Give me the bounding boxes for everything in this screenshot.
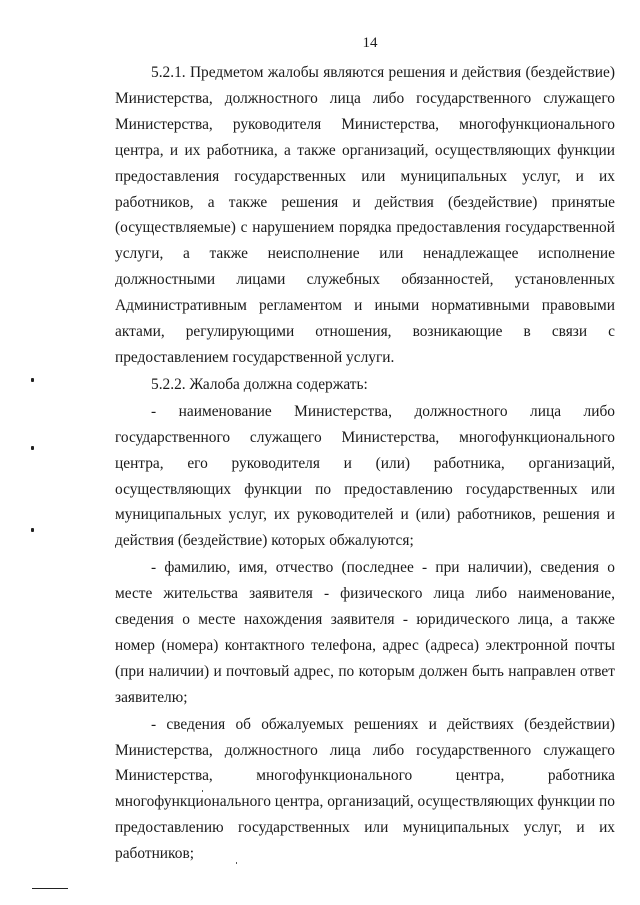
document-body: [115, 60, 615, 867]
margin-hole-mark: [31, 446, 34, 450]
margin-hole-mark: [31, 378, 34, 382]
paragraph-5-2-2: 5.2.2. Жалоба должна содержать:: [151, 375, 368, 393]
margin-hole-mark: [31, 528, 34, 532]
page-number: 14: [362, 35, 378, 51]
paragraph-5-2-1: 5.2.1. Предметом жалобы являются решения и действия (бездействие) Министерства, должностного лица либо государственного служащего Министерства, руководителя Министерства, многофункционального центра, и их работника, а также организаций, осуществляющих функции предоставления государственных или муниципальных услуг, и их работников, а также решения и действия (бездействие) принятые (осуществляемые) с нарушением порядка предоставления государственной услуги, а также неисполнение или ненадлежащее исполнение должностными лицами служебных обязанностей, установленных Административным регламентом и иными нормативными правовыми актами, регулирующими отношения, возникающие в связи с предоставлением государственной услуги.: [115, 64, 615, 366]
list-item-applicant-info: - фамилию, имя, отчество (последнее - при наличии), сведения о месте жительства заявителя - физического лица либо наименование, сведения о месте нахождения заявителя - юридического лица, а также номер (номера) контактного телефона, адрес (адреса) электронной почты (при наличии) и почтовый адрес, по которым должен быть направлен ответ заявителю;: [115, 559, 615, 706]
scan-speck: [202, 790, 203, 792]
list-item-name: - наименование Министерства, должностного лица либо государственного служащего Министерства, многофункционального центра, его руководителя и (или) работника, организаций, осуществляющих функции по предоставлению государственных или муниципальных услуг, их руководителей и (или) работников, решения и действия (бездействие) которых обжалуются;: [115, 402, 615, 550]
scan-speck: [236, 862, 237, 864]
footnote-rule: [32, 888, 68, 889]
list-item-appealed-decisions: - сведения об обжалуемых решениях и действиях (бездействии) Министерства, должностного лица либо государственного служащего Министерства, многофункционального центра, работника многофункционального центра, организаций, осуществляющих функции по предоставлению государственных или муниципальных услуг, и их работников;: [115, 715, 615, 863]
